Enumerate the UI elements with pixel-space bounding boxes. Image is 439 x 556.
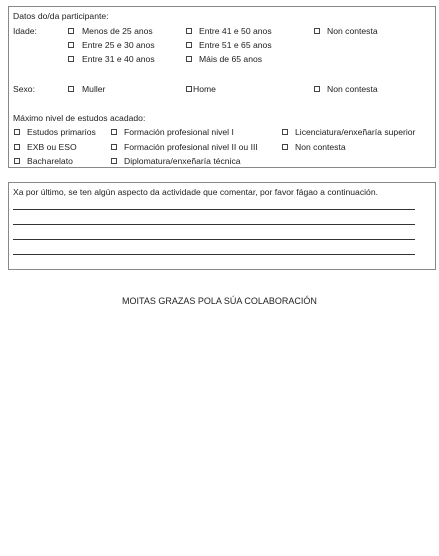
- education-checkbox-licenciatura[interactable]: [282, 129, 288, 135]
- education-option-label: EXB ou ESO: [27, 142, 77, 152]
- age-option-label: Entre 41 e 50 anos: [199, 26, 272, 36]
- education-option-label: Bacharelato: [27, 156, 73, 166]
- age-checkbox-25-30[interactable]: [68, 42, 74, 48]
- age-checkbox-51-65[interactable]: [186, 42, 192, 48]
- education-option-label: Non contesta: [295, 142, 346, 152]
- sex-label: Sexo:: [13, 84, 35, 94]
- age-checkbox-41-50[interactable]: [186, 28, 192, 34]
- education-option-label: Formación profesional nivel II ou III: [124, 142, 258, 152]
- education-option-label: Diplomatura/enxeñaría técnica: [124, 156, 241, 166]
- age-option-label: Menos de 25 anos: [82, 26, 153, 36]
- comment-line[interactable]: [13, 239, 415, 240]
- age-option-label: Entre 31 e 40 anos: [82, 54, 155, 64]
- age-checkbox-no-answer[interactable]: [314, 28, 320, 34]
- education-checkbox-fp1[interactable]: [111, 129, 117, 135]
- age-checkbox-under-25[interactable]: [68, 28, 74, 34]
- age-option-label: Non contesta: [327, 26, 378, 36]
- education-option-label: Formación profesional nivel I: [124, 127, 234, 137]
- education-heading: Máximo nivel de estudos acadado:: [13, 113, 146, 123]
- age-option-label: Entre 51 e 65 anos: [199, 40, 272, 50]
- comment-line[interactable]: [13, 224, 415, 225]
- education-checkbox-no-answer[interactable]: [282, 144, 288, 150]
- sex-checkbox-no-answer[interactable]: [314, 86, 320, 92]
- education-checkbox-exb-eso[interactable]: [14, 144, 20, 150]
- comments-prompt: Xa por último, se ten algún aspecto da actividade que comentar, por favor fágao a continuación.: [13, 187, 378, 197]
- participant-heading: Datos do/da participante:: [13, 11, 109, 21]
- sex-option-label: Home: [193, 84, 216, 94]
- age-checkbox-31-40[interactable]: [68, 56, 74, 62]
- sex-option-label: Muller: [82, 84, 106, 94]
- education-checkbox-primary[interactable]: [14, 129, 20, 135]
- comment-line[interactable]: [13, 209, 415, 210]
- education-checkbox-bacharelato[interactable]: [14, 158, 20, 164]
- thanks-message: MOITAS GRAZAS POLA SÚA COLABORACIÓN: [122, 296, 317, 306]
- education-checkbox-diplomatura[interactable]: [111, 158, 117, 164]
- education-option-label: Licenciatura/enxeñaría superior: [295, 127, 416, 137]
- sex-checkbox-female[interactable]: [68, 86, 74, 92]
- age-checkbox-over-65[interactable]: [186, 56, 192, 62]
- education-checkbox-fp2-3[interactable]: [111, 144, 117, 150]
- sex-checkbox-male[interactable]: [186, 86, 192, 92]
- education-option-label: Estudos primarios: [27, 127, 96, 137]
- age-option-label: Máis de 65 anos: [199, 54, 263, 64]
- age-option-label: Entre 25 e 30 anos: [82, 40, 155, 50]
- sex-option-label: Non contesta: [327, 84, 378, 94]
- comment-line[interactable]: [13, 254, 415, 255]
- age-label: Idade:: [13, 26, 37, 36]
